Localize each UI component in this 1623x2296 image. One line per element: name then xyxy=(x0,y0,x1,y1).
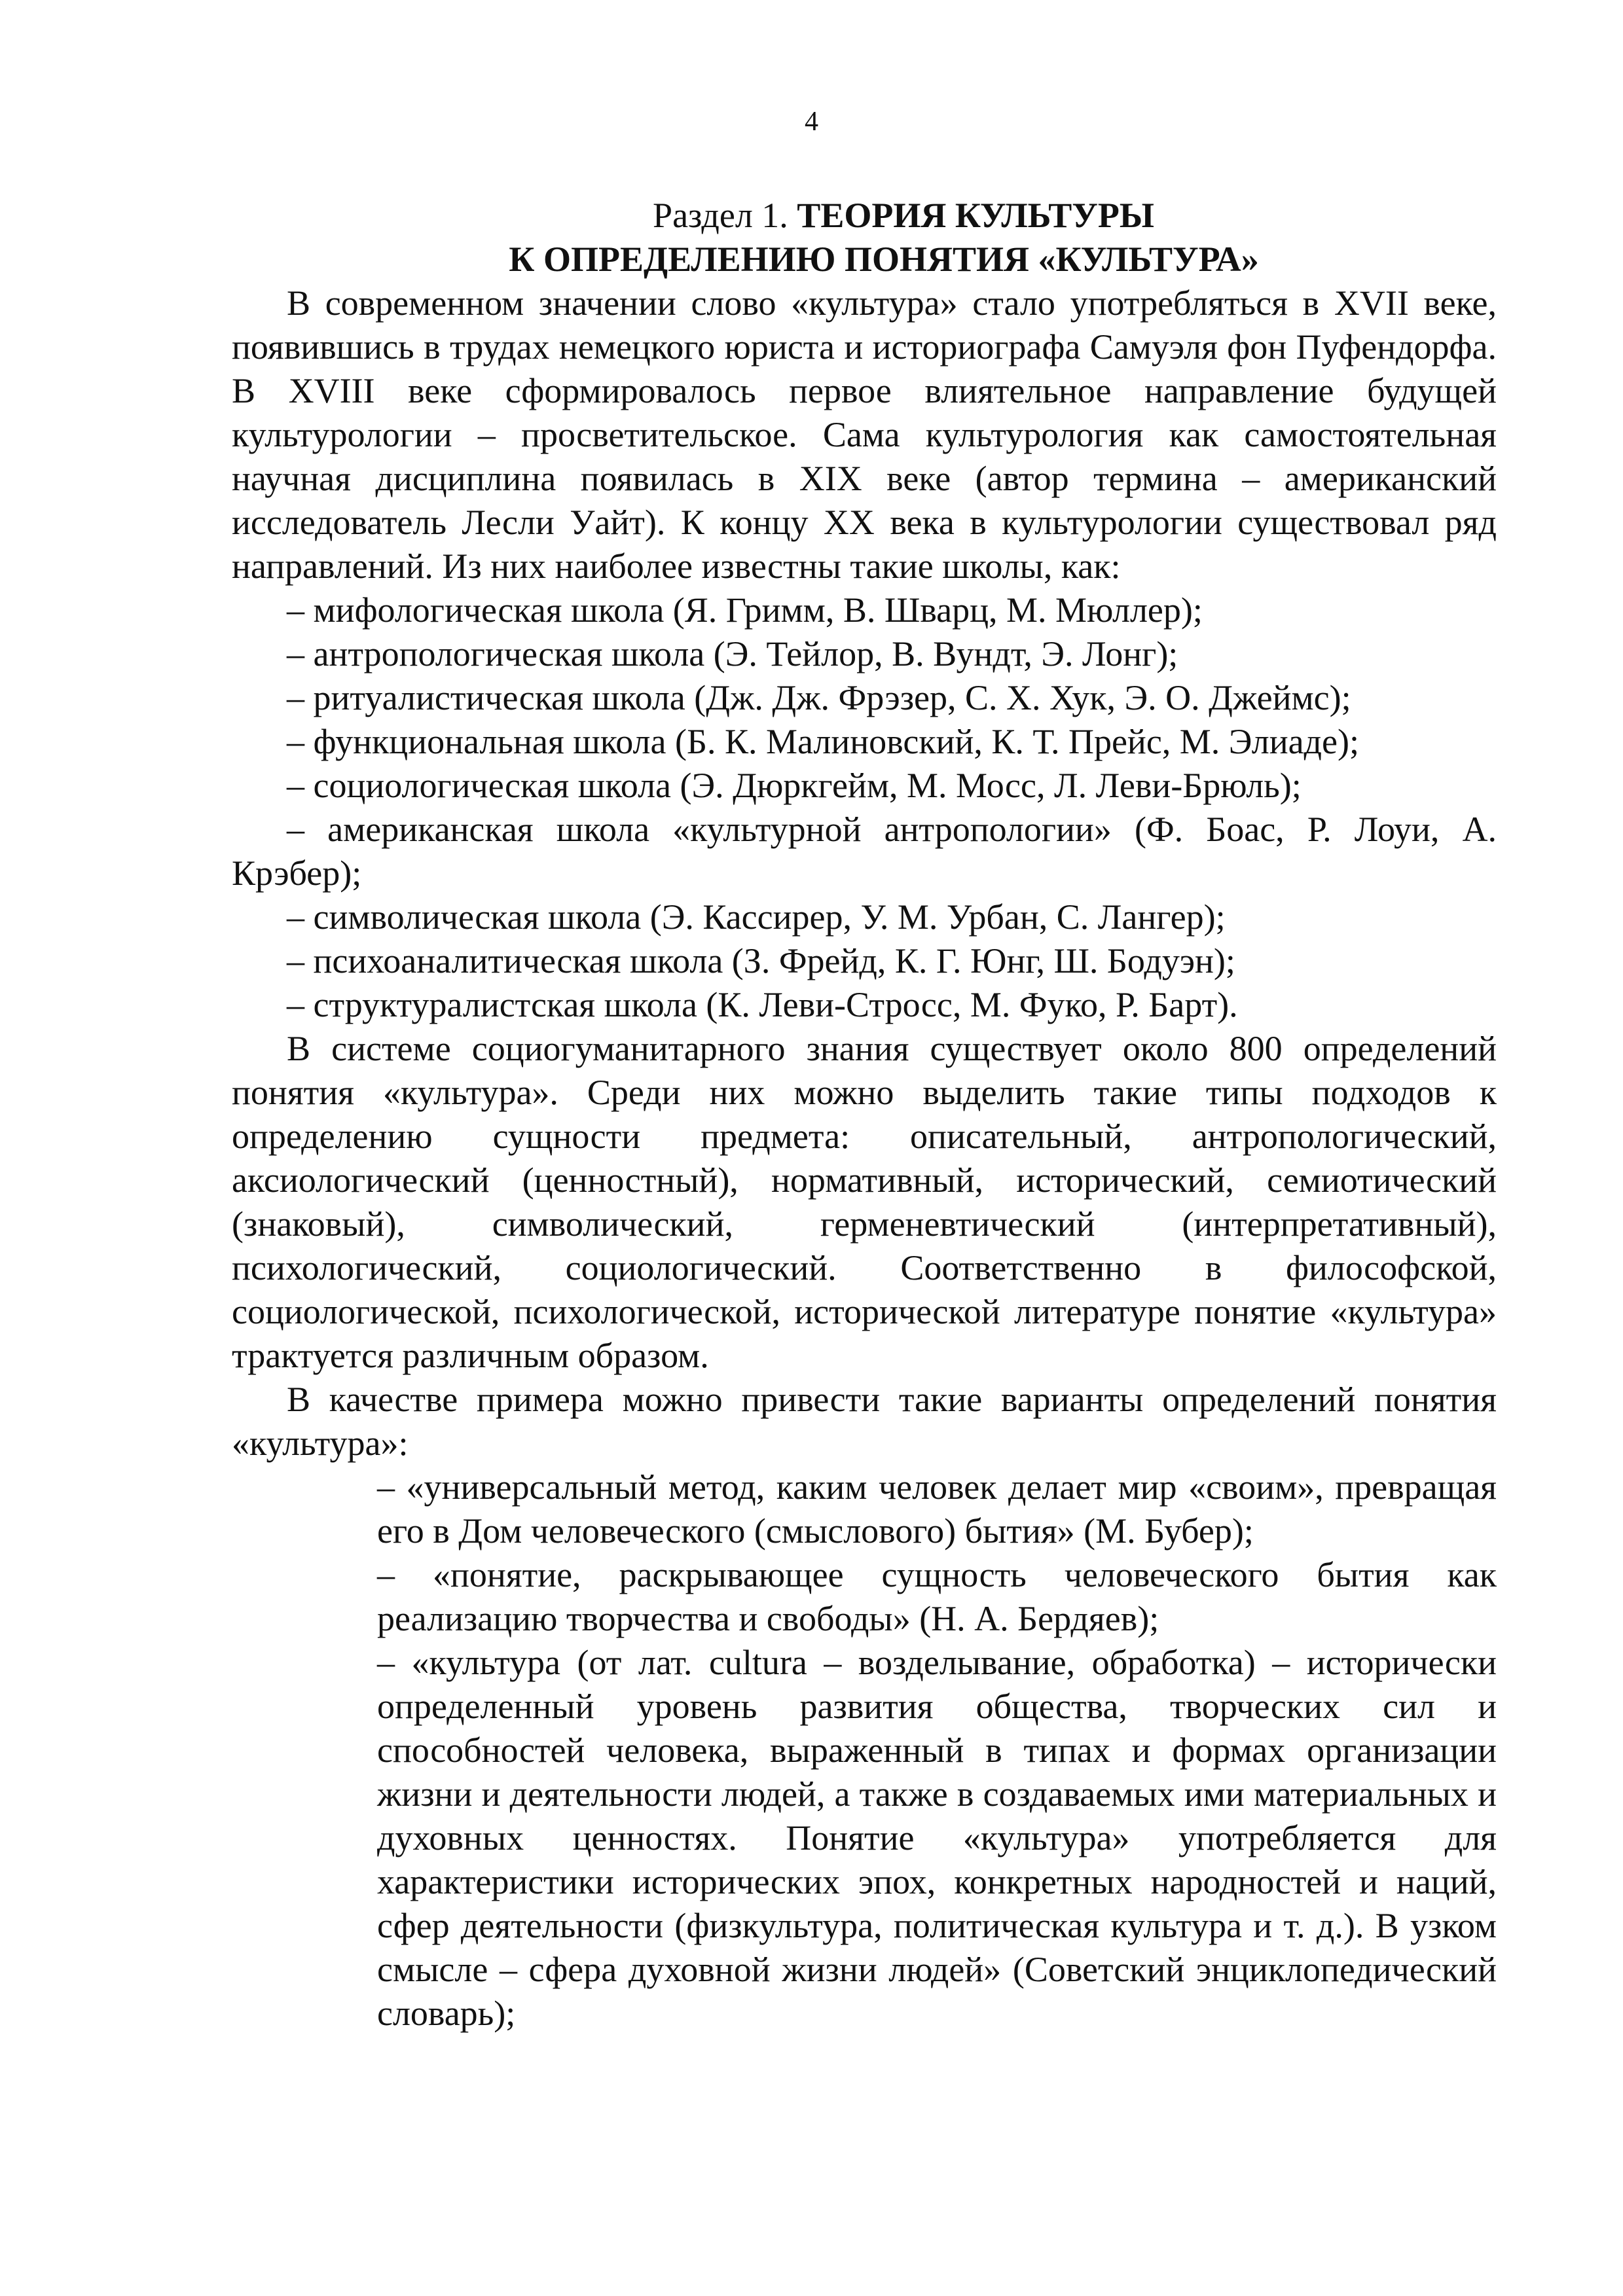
definition-item: – «культура (от лат. cultura – возделывание, обработка) – исторически определенный уровень развития общества, творческих сил и способностей человека, выраженный в типах и формах организации жизни и деятельности людей, а также в создаваемых ими материальных и духовных ценностях. Понятие «культура» употребляется для характеристики исторических эпох, конкретных народностей и наций, сфер деятельности (физкультура, политическая культура и т. д.). В узком смысле – сфера духовной жизни людей» (Советский энциклопедический словарь); xyxy=(377,1643,1497,2033)
definitions-list xyxy=(377,1465,1497,2036)
definitions-count-paragraph: В системе социогуманитарного знания существует около 800 определений понятия «культура». Среди них можно выделить такие типы подходов к определению сущности предмета: описательный, антропологический, аксиологический (ценностный), нормативный, исторический, семиотический (знаковый), символический, герменевтический (интерпретативный), психологический, социологический. Соответственно в философской, социологической, психологической, исторической литературе понятие «культура» трактуется различным образом. xyxy=(232,1029,1497,1375)
page-content xyxy=(232,194,1497,2036)
school-item: – социологическая школа (Э. Дюркгейм, М. Мосс, Л. Леви-Брюль); xyxy=(287,766,1302,805)
schools-list xyxy=(232,588,1497,1027)
definition-item: – «понятие, раскрывающее сущность человеческого бытия как реализацию творчества и свободы» (Н. А. Бердяев); xyxy=(377,1555,1497,1638)
chapter-subtitle: К ОПРЕДЕЛЕНИЮ ПОНЯТИЯ «КУЛЬТУРА» xyxy=(509,240,1259,279)
school-item: – функциональная школа (Б. К. Малиновский, К. Т. Прейс, М. Элиаде); xyxy=(287,722,1359,761)
school-item: – американская школа «культурной антропологии» (Ф. Боас, Р. Лоуи, А. Крэбер); xyxy=(232,810,1497,893)
school-item: – антропологическая школа (Э. Тейлор, В. Вундт, Э. Лонг); xyxy=(287,634,1178,673)
examples-intro-paragraph: В качестве примера можно привести такие варианты определений понятия «культура»: xyxy=(232,1380,1497,1463)
section-label: Раздел 1. xyxy=(653,196,797,235)
intro-paragraph: В современном значении слово «культура» стало употребляться в XVII веке, появившись в трудах немецкого юриста и историографа Самуэля фон Пуфендорфа. В XVIII веке сформировалось первое влиятельное направление будущей культурологии – просветительское. Сама культурология как самостоятельная научная дисциплина появилась в XIX веке (автор термина – американский исследователь Лесли Уайт). К концу XX века в культурологии существовал ряд направлений. Из них наиболее известны такие школы, как: xyxy=(232,283,1497,586)
school-item: – психоаналитическая школа (З. Фрейд, К. Г. Юнг, Ш. Бодуэн); xyxy=(287,941,1235,980)
page-number: 4 xyxy=(805,107,818,137)
school-item: – структуралистская школа (К. Леви-Стросс, М. Фуко, Р. Барт). xyxy=(287,985,1238,1024)
school-item: – ритуалистическая школа (Дж. Дж. Фрэзер, С. Х. Хук, Э. О. Джеймс); xyxy=(287,678,1351,717)
school-item: – символическая школа (Э. Кассирер, У. М. Урбан, С. Лангер); xyxy=(287,897,1226,937)
section-heading xyxy=(232,194,1497,238)
definition-item: – «универсальный метод, каким человек делает мир «своим», превращая его в Дом человеческого (смыслового) бытия» (М. Бубер); xyxy=(377,1467,1497,1551)
school-item: – мифологическая школа (Я. Гримм, В. Шварц, М. Мюллер); xyxy=(287,590,1203,630)
section-title: ТЕОРИЯ КУЛЬТУРЫ xyxy=(797,196,1154,235)
